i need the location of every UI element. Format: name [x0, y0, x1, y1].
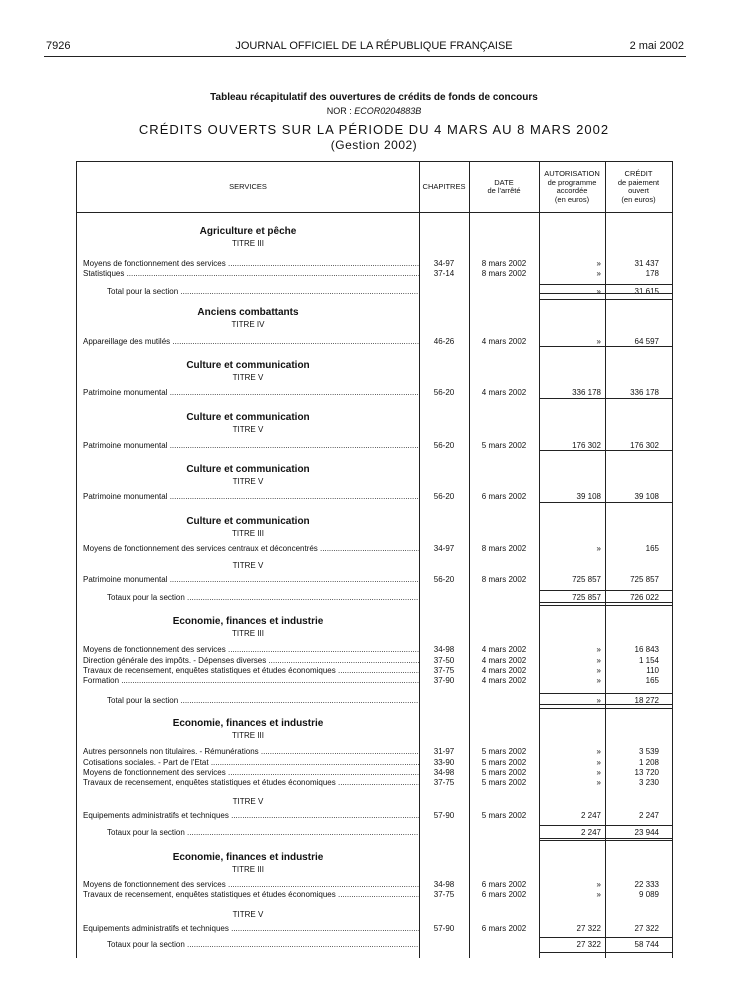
chapitre-cell: 37-50 [433, 656, 455, 665]
date-cell: 8 mars 2002 [481, 269, 527, 278]
titre-label: TITRE V [232, 797, 264, 806]
document-heading: CRÉDITS OUVERTS SUR LA PÉRIODE DU 4 MARS AU 8 MARS 2002 [138, 122, 610, 137]
total-label: Totaux pour la section ..... [107, 593, 419, 603]
service-cell: Autres personnels non titulaires. - Rémunérations ..... [83, 747, 419, 757]
service-cell: Travaux de recensement, enquêtes statistiques et études économiques ..... [83, 666, 419, 676]
total-autorisation: 27 322 [576, 940, 601, 949]
total-label: Totaux pour la section ..... [107, 828, 419, 838]
section-divider [539, 502, 672, 503]
credit-cell: 725 857 [630, 575, 659, 584]
service-cell: Moyens de fonctionnement des services ..... [83, 880, 419, 890]
credit-cell: 1 154 [638, 656, 659, 665]
autorisation-cell: 27 322 [576, 924, 601, 933]
table-row [77, 666, 672, 676]
column-divider [419, 162, 420, 958]
chapitre-cell: 57-90 [433, 924, 455, 933]
credit-cell: 2 247 [638, 811, 659, 820]
service-cell: Moyens de fonctionnement des services centraux et déconcentrés ..... [83, 544, 419, 554]
credit-cell: 16 843 [634, 645, 659, 654]
total-rule [539, 937, 672, 938]
service-cell: Direction générale des impôts. - Dépenses diverses ..... [83, 656, 419, 666]
service-cell: Cotisations sociales. - Part de l'Etat ..... [83, 758, 419, 768]
date-cell: 4 mars 2002 [481, 645, 527, 654]
total-label: Total pour la section ..... [107, 287, 419, 297]
date-cell: 4 mars 2002 [481, 656, 527, 665]
section-divider [539, 704, 672, 705]
date-cell: 8 mars 2002 [481, 259, 527, 268]
total-rule [539, 693, 672, 694]
service-cell: Moyens de fonctionnement des services ..... [83, 259, 419, 269]
service-cell: Moyens de fonctionnement des services ..... [83, 645, 419, 655]
chapitre-cell: 46-26 [433, 337, 455, 346]
total-autorisation: 725 857 [572, 593, 601, 602]
total-rule [539, 605, 672, 606]
chapitre-cell: 37-75 [433, 890, 455, 899]
credit-cell: 64 597 [634, 337, 659, 346]
nor-reference [0, 106, 748, 116]
date-cell: 5 mars 2002 [481, 441, 527, 450]
service-cell: Patrimoine monumental ..... [83, 575, 419, 585]
table-row [77, 747, 672, 757]
table-row [77, 758, 672, 768]
date-cell: 4 mars 2002 [481, 388, 527, 397]
service-cell: Patrimoine monumental ..... [83, 492, 419, 502]
total-rule [539, 299, 672, 300]
credit-cell: 9 089 [638, 890, 659, 899]
chapitre-cell: 37-75 [433, 666, 455, 675]
table-row [77, 880, 672, 890]
table-row [77, 269, 672, 279]
total-rule [539, 840, 672, 841]
total-rule [539, 590, 672, 591]
total-credit: 726 022 [630, 593, 659, 602]
credit-cell: 3 539 [638, 747, 659, 756]
total-autorisation: 2 247 [580, 828, 601, 837]
table-row [77, 645, 672, 655]
chapitre-cell: 56-20 [433, 492, 455, 501]
credit-cell: 110 [646, 666, 659, 675]
nor-label: NOR : [326, 106, 352, 116]
credit-cell: 22 333 [634, 880, 659, 889]
date-cell: 5 mars 2002 [481, 747, 527, 756]
service-cell: Moyens de fonctionnement des services ..... [83, 768, 419, 778]
autorisation-cell: » [596, 269, 601, 278]
section-title: Anciens combattants [197, 307, 299, 318]
issue-date: 2 mai 2002 [629, 40, 684, 52]
credit-cell: 39 108 [634, 492, 659, 501]
autorisation-cell: » [596, 747, 601, 756]
table-row [77, 676, 672, 686]
section-divider [539, 602, 672, 603]
header-divider [77, 212, 672, 213]
chapitre-cell: 34-98 [433, 645, 455, 654]
titre-label: TITRE V [232, 425, 264, 434]
table-row [77, 492, 672, 502]
document-title: Tableau récapitulatif des ouvertures de crédits de fonds de concours [210, 92, 538, 103]
credit-cell: 13 720 [634, 768, 659, 777]
autorisation-cell: » [596, 768, 601, 777]
table-row [77, 768, 672, 778]
total-credit: 31 615 [634, 287, 659, 296]
column-header-autorisation: AUTORISATION de programme accordée (en euros) [544, 169, 600, 204]
chapitre-cell: 34-98 [433, 768, 455, 777]
autorisation-cell: » [596, 676, 601, 685]
autorisation-cell: » [596, 259, 601, 268]
page-number: 7926 [46, 40, 71, 52]
column-header-date: DATE de l'arrêté [487, 177, 521, 195]
credit-cell: 1 208 [638, 758, 659, 767]
total-autorisation: » [596, 287, 601, 296]
titre-label: TITRE III [232, 529, 264, 538]
credit-cell: 165 [645, 676, 659, 685]
titre-label: TITRE IV [231, 320, 265, 329]
service-cell: Formation ..... [83, 676, 419, 686]
column-divider [469, 162, 470, 958]
chapitre-cell: 34-97 [433, 259, 455, 268]
service-cell: Patrimoine monumental ..... [83, 441, 419, 451]
titre-label: TITRE V [232, 910, 264, 919]
service-cell: Appareillage des mutilés ..... [83, 337, 419, 347]
table-row [77, 575, 672, 585]
service-cell: Travaux de recensement, enquêtes statistiques et études économiques ..... [83, 778, 419, 788]
chapitre-cell: 56-20 [433, 441, 455, 450]
autorisation-cell: » [596, 890, 601, 899]
autorisation-cell: 725 857 [572, 575, 601, 584]
date-cell: 4 mars 2002 [481, 676, 527, 685]
section-title: Culture et communication [186, 360, 310, 371]
total-rule [539, 825, 672, 826]
service-cell: Patrimoine monumental ..... [83, 388, 419, 398]
chapitre-cell: 34-98 [433, 880, 455, 889]
table-row [77, 656, 672, 666]
nor-code: ECOR0204883B [354, 106, 422, 116]
section-title: Economie, finances et industrie [172, 616, 324, 627]
service-cell: Statistiques ..... [83, 269, 419, 279]
autorisation-cell: » [596, 666, 601, 675]
titre-label: TITRE V [232, 561, 264, 570]
journal-title: JOURNAL OFFICIEL DE LA RÉPUBLIQUE FRANÇAISE [235, 40, 513, 52]
chapitre-cell: 56-20 [433, 575, 455, 584]
section-divider [539, 398, 672, 399]
credit-cell: 178 [645, 269, 659, 278]
total-row [77, 828, 672, 838]
autorisation-cell: » [596, 778, 601, 787]
chapitre-cell: 33-90 [433, 758, 455, 767]
date-cell: 5 mars 2002 [481, 811, 527, 820]
chapitre-cell: 57-90 [433, 811, 455, 820]
autorisation-cell: » [596, 645, 601, 654]
section-title: Agriculture et pêche [199, 226, 297, 237]
service-cell: Equipements administratifs et techniques ..... [83, 811, 419, 821]
titre-label: TITRE III [232, 731, 264, 740]
section-title: Culture et communication [186, 412, 310, 423]
chapitre-cell: 37-14 [433, 269, 455, 278]
chapitre-cell: 37-75 [433, 778, 455, 787]
date-cell: 6 mars 2002 [481, 890, 527, 899]
date-cell: 6 mars 2002 [481, 924, 527, 933]
date-cell: 8 mars 2002 [481, 575, 527, 584]
total-label: Totaux pour la section ..... [107, 940, 419, 950]
total-rule [539, 284, 672, 285]
table-row [77, 778, 672, 788]
section-divider [539, 450, 672, 451]
date-cell: 5 mars 2002 [481, 768, 527, 777]
date-cell: 6 mars 2002 [481, 492, 527, 501]
section-title: Economie, finances et industrie [172, 852, 324, 863]
autorisation-cell: 176 302 [572, 441, 601, 450]
autorisation-cell: » [596, 758, 601, 767]
total-credit: 23 944 [634, 828, 659, 837]
autorisation-cell: 2 247 [580, 811, 601, 820]
column-header-chapitres: CHAPITRES [422, 181, 466, 191]
titre-label: TITRE V [232, 373, 264, 382]
credits-table [76, 161, 673, 958]
autorisation-cell: » [596, 544, 601, 553]
credit-cell: 336 178 [630, 388, 659, 397]
section-title: Culture et communication [186, 464, 310, 475]
total-row [77, 940, 672, 950]
table-row [77, 924, 672, 934]
section-divider [539, 838, 672, 839]
titre-label: TITRE V [232, 477, 264, 486]
table-row [77, 544, 672, 554]
total-credit: 18 272 [634, 696, 659, 705]
autorisation-cell: » [596, 656, 601, 665]
section-divider [539, 293, 672, 294]
section-title: Culture et communication [186, 516, 310, 527]
section-divider [539, 346, 672, 347]
column-header-services: SERVICES [229, 181, 267, 191]
table-row [77, 388, 672, 398]
document-subheading: (Gestion 2002) [330, 138, 418, 152]
credit-cell: 3 230 [638, 778, 659, 787]
date-cell: 5 mars 2002 [481, 778, 527, 787]
titre-label: TITRE III [232, 239, 264, 248]
date-cell: 8 mars 2002 [481, 544, 527, 553]
autorisation-cell: 39 108 [576, 492, 601, 501]
autorisation-cell: » [596, 337, 601, 346]
table-row [77, 259, 672, 269]
date-cell: 4 mars 2002 [481, 666, 527, 675]
table-row [77, 890, 672, 900]
date-cell: 6 mars 2002 [481, 880, 527, 889]
total-credit: 58 744 [634, 940, 659, 949]
header-rule [44, 56, 686, 57]
service-cell: Travaux de recensement, enquêtes statistiques et études économiques ..... [83, 890, 419, 900]
total-label: Total pour la section ..... [107, 696, 419, 706]
titre-label: TITRE III [232, 629, 264, 638]
autorisation-cell: 336 178 [572, 388, 601, 397]
total-autorisation: » [596, 696, 601, 705]
credit-cell: 165 [645, 544, 659, 553]
column-header-credit: CRÉDIT de paiement ouvert (en euros) [617, 169, 660, 204]
table-row [77, 811, 672, 821]
date-cell: 5 mars 2002 [481, 758, 527, 767]
total-rule [539, 708, 672, 709]
autorisation-cell: » [596, 880, 601, 889]
total-rule [539, 952, 672, 953]
chapitre-cell: 31-97 [433, 747, 455, 756]
chapitre-cell: 37-90 [433, 676, 455, 685]
service-cell: Equipements administratifs et techniques ..... [83, 924, 419, 934]
section-title: Economie, finances et industrie [172, 718, 324, 729]
credit-cell: 31 437 [634, 259, 659, 268]
credit-cell: 27 322 [634, 924, 659, 933]
titre-label: TITRE III [232, 865, 264, 874]
date-cell: 4 mars 2002 [481, 337, 527, 346]
chapitre-cell: 56-20 [433, 388, 455, 397]
credit-cell: 176 302 [630, 441, 659, 450]
chapitre-cell: 34-97 [433, 544, 455, 553]
total-row [77, 287, 672, 297]
